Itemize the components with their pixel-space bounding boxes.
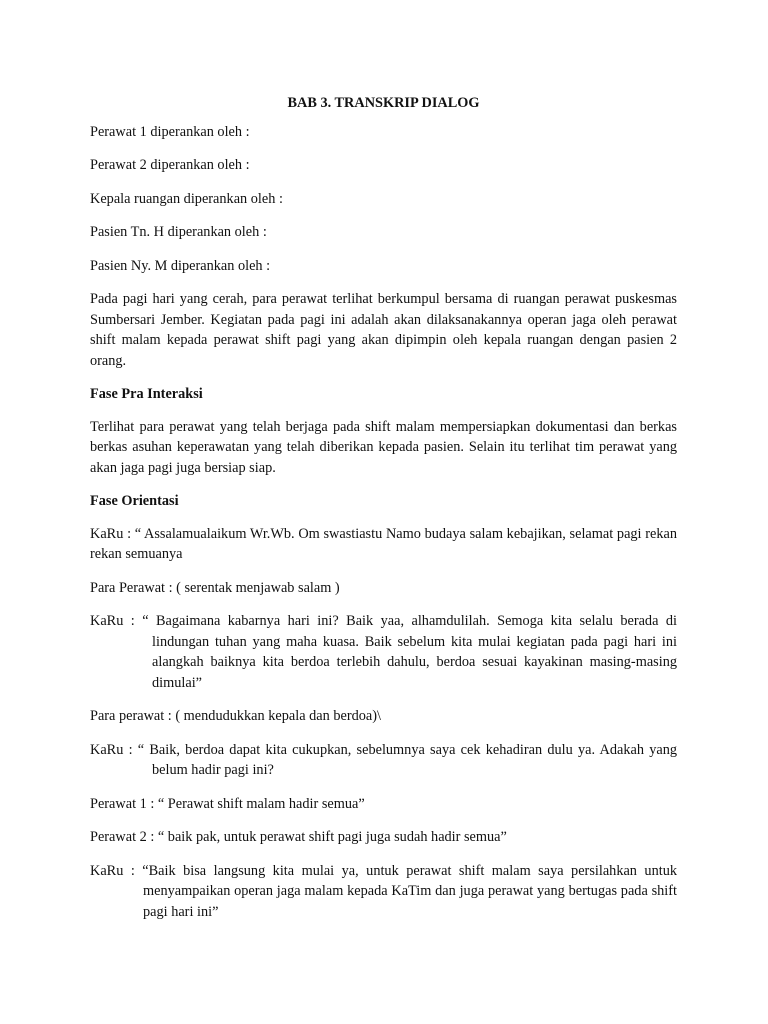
dialog-line: KaRu : “ Assalamualaikum Wr.Wb. Om swastiastu Namo budaya salam kebajikan, selamat pagi rekan rekan semuanya [90,525,677,562]
cast-line-perawat-1: Perawat 1 diperankan oleh : [90,123,250,140]
document-title: BAB 3. TRANSKRIP DIALOG [287,95,480,111]
dialog-line: KaRu : “Baik bisa langsung kita mulai ya, untuk perawat shift malam saya persilahkan untuk menyampaikan operan jaga malam kepada KaTim dan juga perawat yang bertugas pada shift pagi hari ini” [90,862,677,920]
document-page [90,93,677,935]
dialog-line: Perawat 2 : “ baik pak, untuk perawat shift pagi juga sudah hadir semua” [90,829,507,845]
pra-interaksi-paragraph: Terlihat para perawat yang telah berjaga pada shift malam mempersiapkan dokumentasi dan berkas berkas asuhan keperawatan yang telah diberikan kepada pasien. Selain itu terlihat tim perawat yang akan jaga pagi juga bersiap siap. [90,418,677,476]
cast-line-pasien-ny-m: Pasien Ny. M diperankan oleh : [90,257,271,274]
intro-paragraph: Pada pagi hari yang cerah, para perawat terlihat berkumpul bersama di ruangan perawat puskesmas Sumbersari Jember. Kegiatan pada pagi ini adalah akan dilaksanakannya operan jaga oleh perawat shift malam kepada perawat shift pagi yang akan dipimpin oleh kepala ruangan dengan pasien 2 orang. [90,291,677,369]
dialog-line: Perawat 1 : “ Perawat shift malam hadir semua” [90,795,365,812]
cast-line-perawat-2: Perawat 2 diperankan oleh : [90,157,250,173]
dialog-line: Para Perawat : ( serentak menjawab salam ) [90,579,340,596]
cast-line-pasien-tn-h: Pasien Tn. H diperankan oleh : [90,224,267,240]
cast-line-kepala-ruangan: Kepala ruangan diperankan oleh : [90,190,283,207]
dialog-line: Para perawat : ( mendudukkan kepala dan berdoa)\ [90,708,381,724]
section-heading-orientasi: Fase Orientasi [90,493,179,509]
dialog-line: KaRu : “ Baik, berdoa dapat kita cukupkan, sebelumnya saya cek kehadiran dulu ya. Adakah yang belum hadir pagi ini? [90,741,677,778]
section-heading-pra-interaksi: Fase Pra Interaksi [90,386,203,402]
dialog-line: KaRu : “ Bagaimana kabarnya hari ini? Baik yaa, alhamdulilah. Semoga kita selalu berada di lindungan tuhan yang maha kuasa. Baik sebelum kita mulai kegiatan pada pagi hari ini alangkah baiknya kita berdoa terlebih dahulu, berdoa sesuai kayakinan masing-masing dimulai” [90,613,677,691]
